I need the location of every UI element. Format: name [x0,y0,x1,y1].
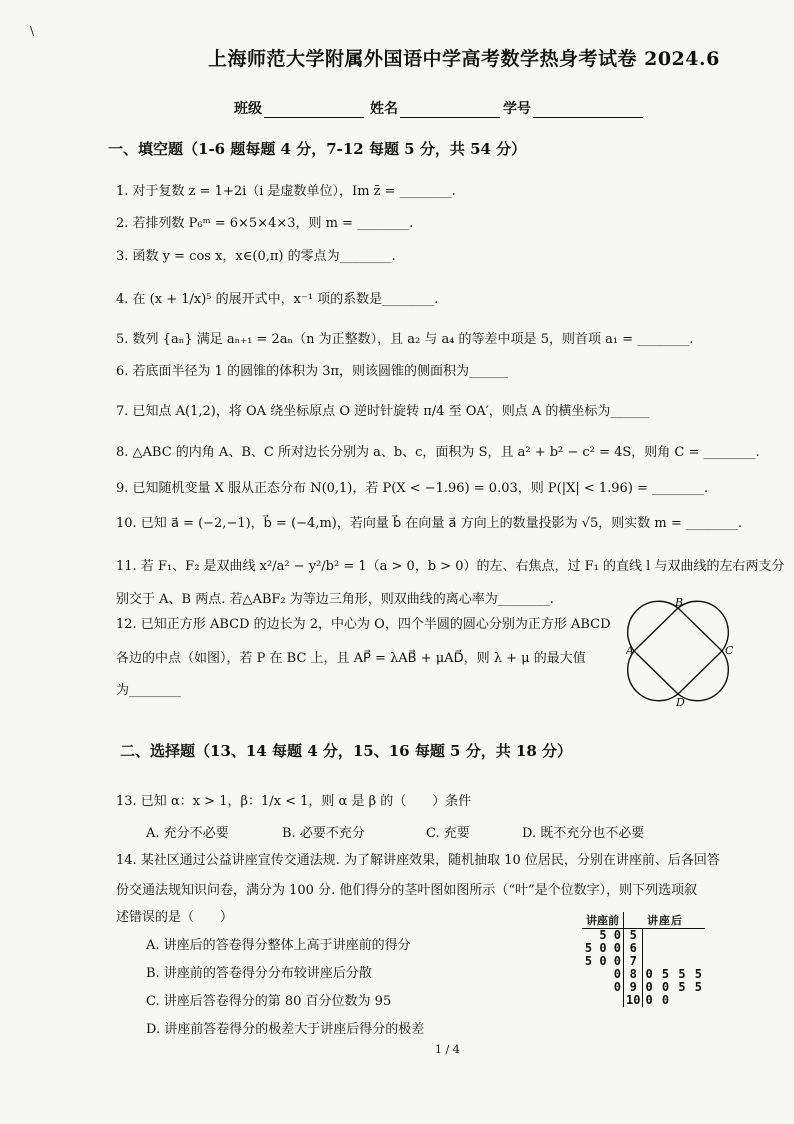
question-13: 13. 已知 α：x > 1，β：1/x < 1，则 α 是 β 的（ ）条件 [116,794,472,809]
square-semicircles-figure [626,596,752,714]
semicircle-da [628,651,678,701]
class-label: 班级 [234,101,262,117]
header-before: 讲座前 [582,912,624,929]
stem: 10 [624,994,643,1007]
q14-option-a: A. 讲座后的答卷得分整体上高于讲座前的得分 [146,938,411,953]
label-a: A [626,644,634,657]
stem: 7 [624,955,643,968]
question-11-line2: 别交于 A、B 两点. 若△ABF₂ 为等边三角形，则双曲线的离心率为________. [116,592,554,607]
q14-option-b: B. 讲座前的答卷得分分布较讲座后分散 [146,966,372,981]
stray-mark: \ [30,24,35,38]
stem: 9 [624,981,643,994]
question-5: 5. 数列 {aₙ} 满足 aₙ₊₁ = 2aₙ（n 为正整数），且 a₂ 与 a₄ 的等差中项是 5，则首项 a₁ = ________. [116,332,694,347]
question-3: 3. 函数 y = cos x，x∈(0,π) 的零点为________. [116,249,396,264]
leaf-after: 0 0 5 5 [645,980,704,994]
q13-option-c: C. 充要 [426,826,470,841]
stem: 5 [624,929,643,943]
q13-option-d: D. 既不充分也不必要 [522,826,645,841]
semicircle-cd [678,651,728,701]
stem-leaf-row [582,929,705,943]
question-7: 7. 已知点 A(1,2)，将 OA 绕坐标原点 O 逆时针旋转 π/4 至 OA′，则点 A 的横坐标为______ [116,404,650,419]
stem: 8 [624,968,643,981]
question-12-line1: 12. 已知正方形 ABCD 的边长为 2，中心为 O，四个半圆的圆心分别为正方形 ABCD [116,617,611,632]
leaf-before: 5 0 0 [582,955,624,968]
number-field [503,98,643,118]
question-14-line2: 份交通法规知识问卷，满分为 100 分. 他们得分的茎叶图如图所示（“叶”是个位数字），则下列选项叙 [116,883,698,898]
stem-leaf-plot [582,912,705,1007]
leaf-before: 0 [582,968,624,981]
question-10: 10. 已知 a⃗ = (−2,−1)，b⃗ = (−4,m)，若向量 b⃗ 在向量 a⃗ 方向上的数量投影为 √5，则实数 m = ________. [116,516,743,531]
leaf-before: 5 0 [582,929,624,943]
leaf-after [643,929,705,943]
question-14-line1: 14. 某社区通过公益讲座宣传交通法规. 为了解讲座效果，随机抽取 10 位居民，分别在讲座前、后各回答 [116,853,720,868]
number-label: 学号 [503,101,531,117]
exam-title: 上海师范大学附属外国语中学高考数学热身考试卷 2024.6 [208,48,720,70]
question-12-line3: 为________ [116,683,182,698]
question-9: 9. 已知随机变量 X 服从正态分布 N(0,1)，若 P(X < −1.96) = 0.03，则 P(|X| < 1.96) = ________. [116,481,709,496]
question-8: 8. △ABC 的内角 A、B、C 所对边长分别为 a、b、c，面积为 S，且 a² + b² − c² = 4S，则角 C = ________. [116,445,760,460]
page-number: 1 / 4 [435,1043,460,1056]
question-2: 2. 若排列数 P₆ᵐ = 6×5×4×3，则 m = ________. [116,216,414,231]
semicircle-bc [678,601,728,651]
question-12-line2: 各边的中点（如图），若 P 在 BC 上，且 AP⃗ = λAB⃗ + μAD⃗，则 λ + μ 的最大值 [116,651,586,666]
stem: 6 [624,942,643,955]
stem-leaf-header [582,912,705,929]
q13-option-a: A. 充分不必要 [146,826,229,841]
section2-heading: 二、选择题（13、14 每题 4 分，15、16 每题 5 分，共 18 分） [120,742,573,760]
question-11-line1: 11. 若 F₁、F₂ 是双曲线 x²/a² − y²/b² = 1（a > 0，b > 0）的左、右焦点，过 F₁ 的直线 l 与双曲线的左右两支分 [116,559,785,574]
leaf-after: 0 0 [645,993,671,1007]
stem-leaf-row [582,994,705,1007]
label-b: B [675,596,684,609]
square-abcd [634,608,722,694]
q13-option-b: B. 必要不充分 [282,826,365,841]
class-field [234,98,364,118]
q14-option-d: D. 讲座前答卷得分的极差大于讲座后得分的极差 [146,1022,425,1037]
leaf-after: 0 5 5 5 [645,967,704,981]
q14-option-c: C. 讲座后答卷得分的第 80 百分位数为 95 [146,994,392,1009]
name-label: 姓名 [370,101,398,117]
question-6: 6. 若底面半径为 1 的圆锥的体积为 3π，则该圆锥的侧面积为______ [116,364,509,379]
label-d: D [676,696,685,709]
question-14-line3: 述错误的是（ ） [116,910,234,925]
class-blank[interactable] [264,103,364,118]
question-4: 4. 在 (x + 1/x)⁵ 的展开式中，x⁻¹ 项的系数是________. [116,292,439,307]
leaf-before: 5 0 0 [582,942,624,955]
section1-heading: 一、填空题（1-6 题每题 4 分，7-12 每题 5 分，共 54 分） [108,140,527,158]
semicircle-ab [628,601,678,651]
stem-leaf-row [582,981,705,994]
leaf-after [643,942,705,955]
header-after: 讲座后 [643,912,705,929]
number-blank[interactable] [533,103,643,118]
name-blank[interactable] [400,103,500,118]
leaf-before [582,994,624,1007]
label-c: C [725,644,734,657]
leaf-before: 0 [582,981,624,994]
question-1: 1. 对于复数 z = 1+2i（i 是虚数单位），Im z̄ = ________. [116,184,456,199]
name-field [370,98,500,118]
